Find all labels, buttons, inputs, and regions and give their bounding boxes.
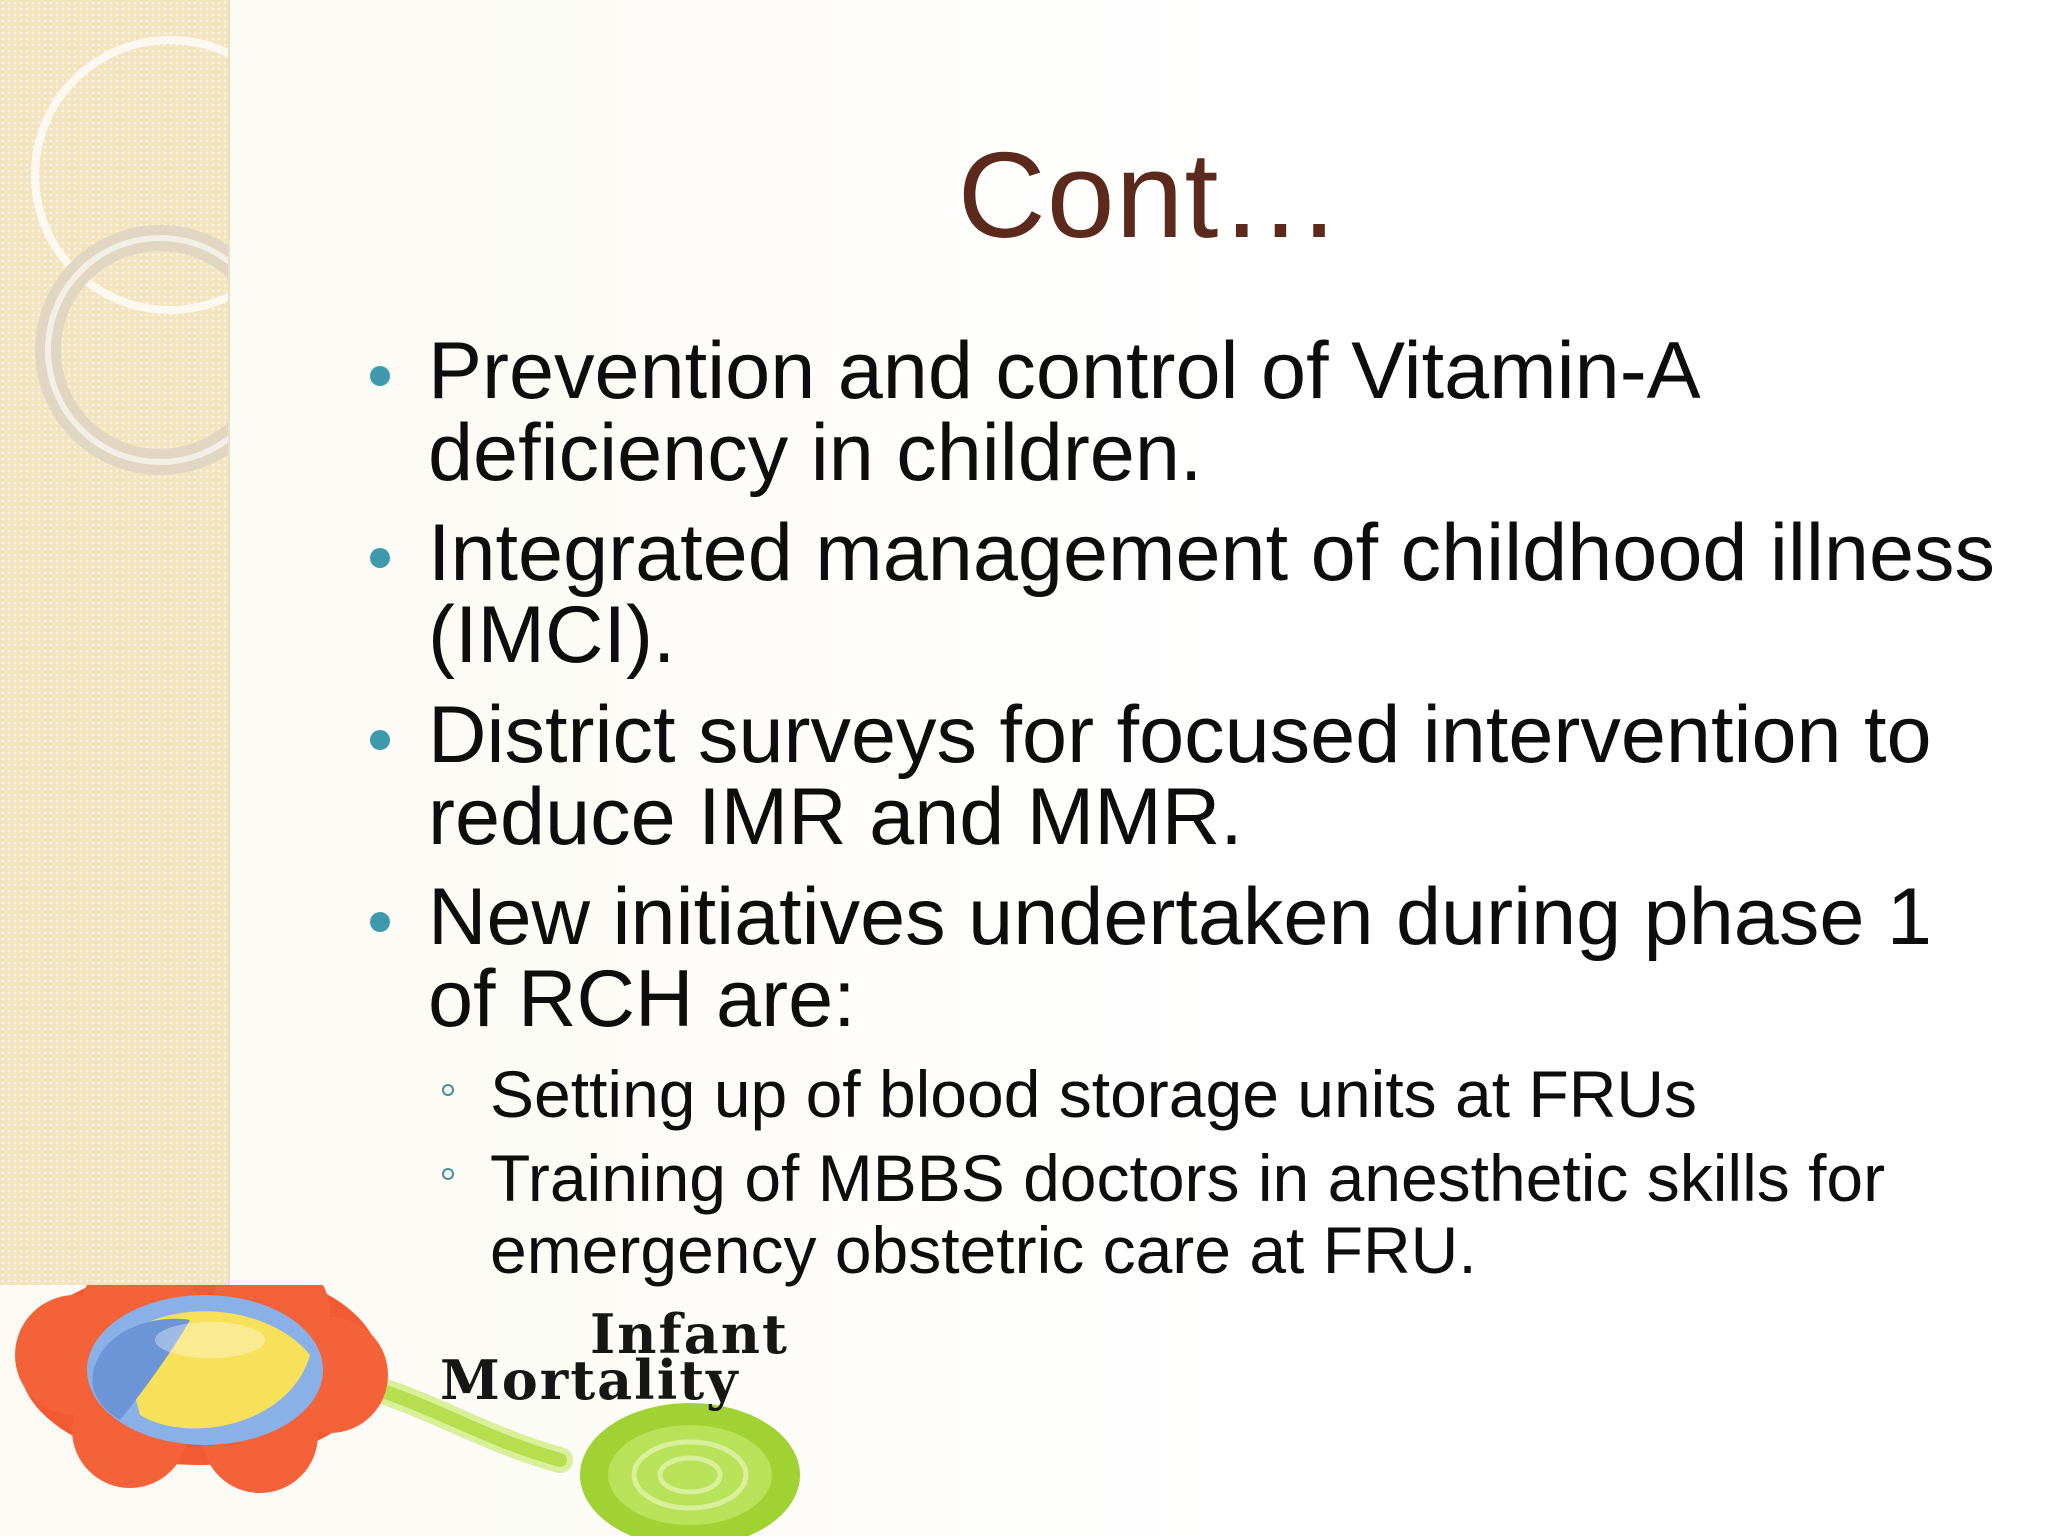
sub-bullet-list <box>428 1058 1998 1286</box>
bullet-item <box>358 690 1998 862</box>
image-caption-infant: Infant <box>590 1302 789 1366</box>
bullet-text: Prevention and control of Vitamin-A deficiency in children. <box>428 326 1697 498</box>
sub-bullet-text: Setting up of blood storage units at FRUs <box>490 1057 1698 1131</box>
hollow-bullet-icon <box>442 1168 454 1180</box>
sub-bullet-item <box>428 1058 1998 1130</box>
sub-bullet-item <box>428 1142 1998 1286</box>
bullet-item <box>358 508 1998 680</box>
bullet-item <box>358 872 1998 1287</box>
bullet-dot-icon <box>370 366 390 386</box>
bullet-item <box>358 326 1998 498</box>
bullet-text: New initiatives undertaken during phase 1 of RCH are: <box>428 872 1932 1044</box>
decorative-circles <box>0 0 228 1285</box>
slide-title: Cont… <box>957 127 1343 263</box>
image-caption-mortality: Mortality <box>440 1348 740 1412</box>
hollow-bullet-icon <box>442 1084 454 1096</box>
sub-bullet-text: Training of MBBS doctors in anesthetic skills for emergency obstetric care at FRU. <box>490 1141 1886 1287</box>
bullet-text: Integrated management of childhood illness (IMCI). <box>428 508 1996 680</box>
bullet-dot-icon <box>370 730 390 750</box>
decorative-side-strip <box>0 0 230 1285</box>
bullet-dot-icon <box>370 548 390 568</box>
bullet-text: District surveys for focused intervention to reduce IMR and MMR. <box>428 690 1932 862</box>
bullet-list <box>358 326 1998 1304</box>
bullet-dot-icon <box>370 912 390 932</box>
